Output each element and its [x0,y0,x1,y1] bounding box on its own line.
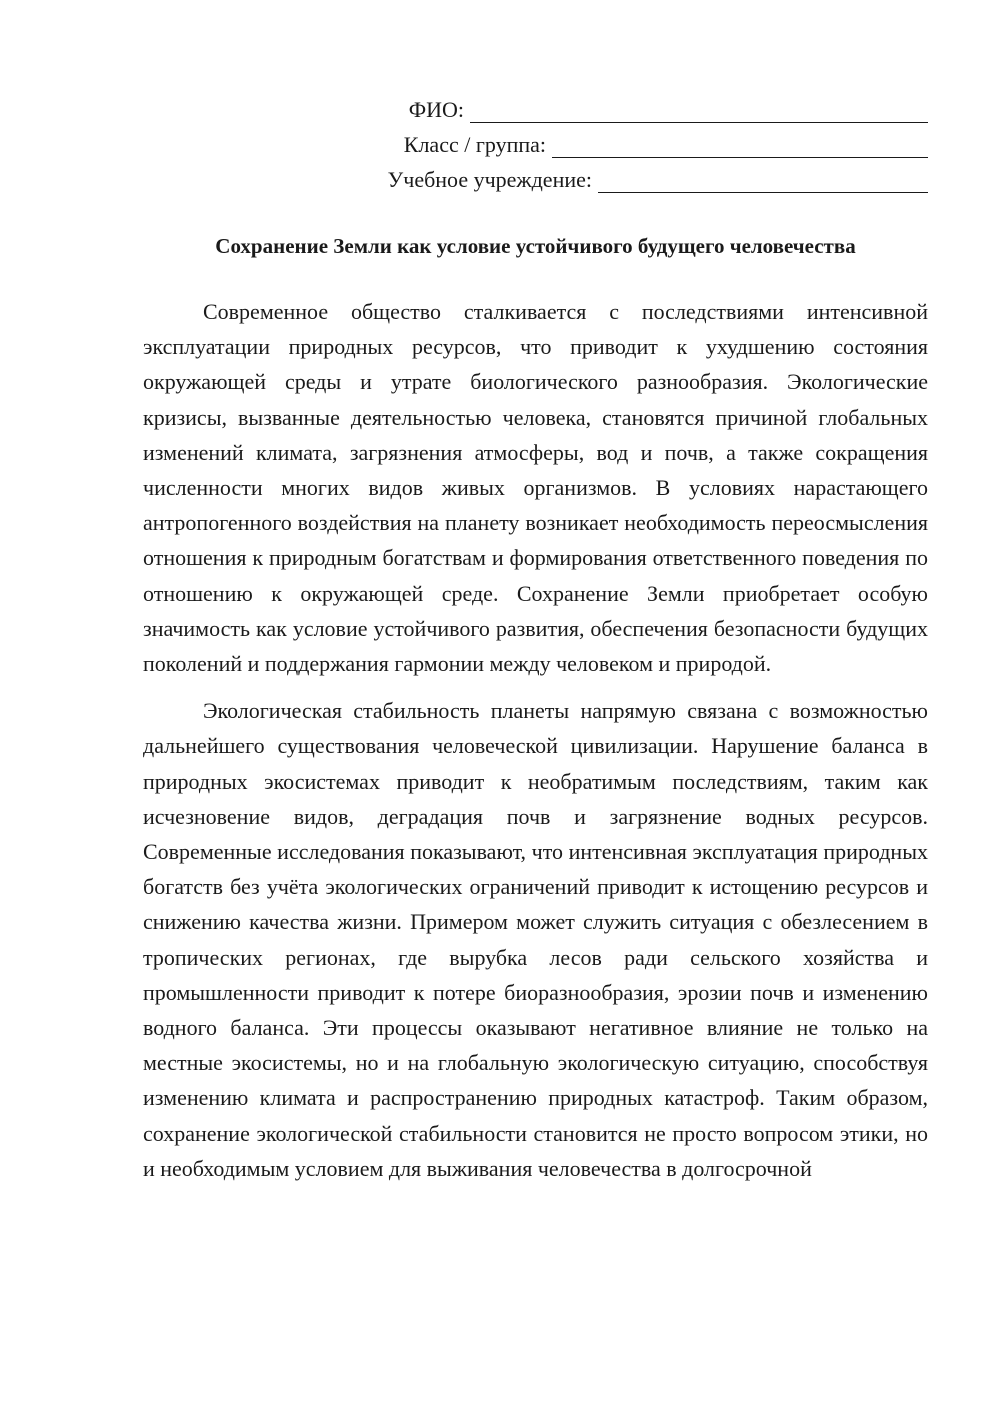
document-body [143,294,928,1198]
document-title: Сохранение Земли как условие устойчивого будущего человечества [215,234,856,258]
fio-label: ФИО: [408,97,464,122]
student-info-fields [300,92,928,197]
fio-field-row [300,92,928,127]
institution-field-row [300,162,928,197]
paragraph-1: Современное общество сталкивается с последствиями интенсивной эксплуатации природных ресурсов, что приводит к ухудшению состояния окружающей среды и утрате биологического разнообразия. Экологические кризисы, вызванные деятельностью человека, становятся причиной глобальных изменений климата, загрязнения атмосферы, вод и почв, а также сокращения численности многих видов живых организмов. В условиях нарастающего антропогенного воздействия на планету возникает необходимость переосмысления отношения к природным богатствам и формирования ответственного поведения по отношению к окружающей среде. Сохранение Земли приобретает особую значимость как условие устойчивого развития, обеспечения безопасности будущих поколений и поддержания гармонии между человеком и природой. [143,299,928,677]
paragraph-2: Экологическая стабильность планеты напрямую связана с возможностью дальнейшего существования человеческой цивилизации. Нарушение баланса в природных экосистемах приводит к необратимым последствиям, таким как исчезновение видов, деградация почв и загрязнение водных ресурсов. Современные исследования показывают, что интенсивная эксплуатация природных богатств без учёта экологических ограничений приводит к истощению ресурсов и снижению качества жизни. Примером может служить ситуация с обезлесением в тропических регионах, где вырубка лесов ради сельского хозяйства и промышленности приводит к потере биоразнообразия, эрозии почв и изменению водного баланса. Эти процессы оказывают негативное влияние не только на местные экосистемы, но и на глобальную экологическую ситуацию, способствуя изменению климата и распространению природных катастроф. Таким образом, сохранение экологической стабильности становится не просто вопросом этики, но и необходимым условием для выживания человечества в долгосрочной [143,698,928,1181]
fio-blank-line [470,96,928,123]
class-blank-line [552,131,928,158]
institution-blank-line [598,166,928,193]
institution-label: Учебное учреждение: [387,167,592,192]
class-label: Класс / группа: [403,132,546,157]
class-field-row [300,127,928,162]
